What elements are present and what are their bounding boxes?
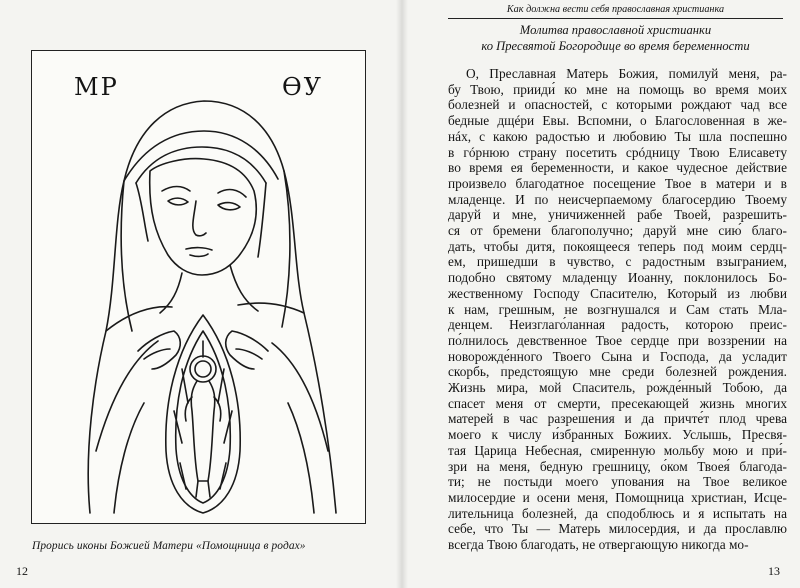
prayer-line: нáх, с какою радостью и любовию Ты шла поспешно [448, 128, 787, 144]
prayer-text [448, 66, 787, 553]
prayer-line: бу Твою, прииди́ ко мне на помощь во время моих [448, 81, 787, 97]
prayer-line: скорбь, предстоящую мне среди болезней рождения. [448, 364, 787, 380]
illustration-caption: Прорись иконы Божией Матери «Помощница в родах» [32, 540, 306, 552]
prayer-line: всегда Твою благодать, не отвергающую никогда мо- [448, 537, 749, 553]
prayer-line: О, Преславная Матерь Божия, помилуй меня, ра- [466, 66, 787, 81]
prayer-title-line-1: Молитва православной христианки [519, 23, 712, 37]
running-head: Как должна вести себя православная христианка [448, 4, 783, 19]
prayer-line: Жизнь мира, мой Спаситель, рожде́нный Тобою, да [448, 380, 787, 396]
prayer-line: к нам, грешным, не возгнушался и Сам стать Мла- [448, 301, 787, 317]
page-number-left: 12 [16, 564, 28, 578]
prayer-line: спасет меня от смерти, пресекающей жизнь многих [448, 395, 787, 411]
prayer-title-line-2: ко Пресвятой Богородице во время беременности [481, 39, 750, 53]
prayer-line: дать, чтобы дитя, покоящееся теперь под моим сердц- [448, 238, 787, 254]
prayer-line: матерей в час разрешения и да причте́т плод чрева [448, 411, 787, 427]
prayer-line: во время ея беременности, и какое чудесное действие [448, 160, 787, 176]
prayer-line: бедные дщéри Евы. Вспомни, о Благословенная в же- [448, 113, 787, 129]
icon-illustration [31, 50, 366, 524]
page-number-right: 13 [768, 564, 780, 578]
prayer-title [448, 22, 783, 54]
right-page [408, 0, 800, 588]
prayer-line: моего к числу и́збранных Божиих. Услышь, Пресвя- [448, 427, 787, 443]
prayer-line: даруй и мне, уничиженней рабе Твоей, разрешить- [448, 207, 787, 223]
prayer-line: болезней и опасностей, с которыми рождают чад все [448, 97, 787, 113]
prayer-line: в гóрнюю страну посетить срóдницу Твою Елисавету [448, 144, 787, 160]
prayer-line: лительница болезней, да сподоблюсь и я испытать на [448, 505, 787, 521]
prayer-line: произвело благодатное посещение Твое в матери и в [448, 175, 787, 191]
prayer-line: ся от бремени благополучно; даруй мне сию́ благо- [448, 223, 787, 239]
prayer-line: новорожде́нного Твоего Сына и Господа, да усладит [448, 348, 787, 364]
prayer-line: зри на меня, бедную грешницу, о́ком Твоея́ благода- [448, 458, 787, 474]
icon-inscription-right: ѲУ [282, 73, 324, 101]
prayer-line: ем, пришедши в чувство, с радостным взыгранием, [448, 254, 787, 270]
prayer-line: по́лнилось девственное Твое сердце при воззрении на [448, 332, 787, 348]
prayer-line: себе, что Ты — Матерь милосердия, и да прославлю [448, 521, 787, 537]
prayer-line: подобно святому младенцу Иоанну, поклонилось Бо- [448, 270, 787, 286]
prayer-line: жественному Господу Спасителю, Который из любви [448, 285, 787, 301]
virgin-mary-icon [32, 51, 365, 523]
prayer-line: тая Царица Небесная, смиренную мольбу мою и при́- [448, 442, 787, 458]
icon-inscription-left: МР [74, 73, 119, 101]
prayer-line: милосердие и осени меня, Помощница христиан, Исце- [448, 489, 787, 505]
prayer-line: ти; не постыди моего упования на Твое великое [448, 474, 787, 490]
prayer-line: денцем. Неизглаго́ланная радость, которою преис- [448, 317, 787, 333]
left-page [0, 0, 398, 588]
prayer-line: младенце. И по неисчерпаемому благосердию Твоему [448, 191, 787, 207]
book-gutter [396, 0, 408, 588]
